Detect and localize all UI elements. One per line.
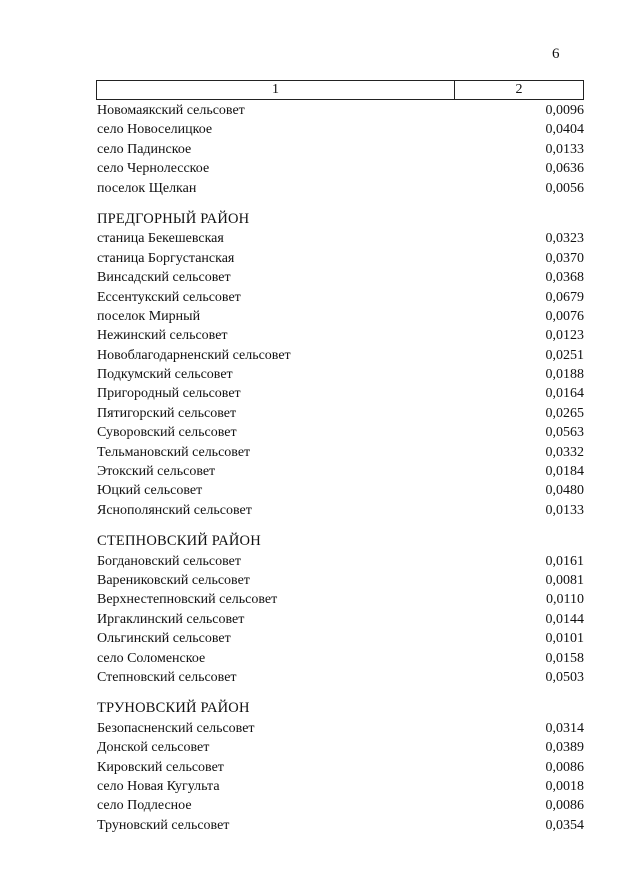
- section-title: ПРЕДГОРНЫЙ РАЙОН: [97, 210, 250, 227]
- row-value: 0,0503: [545, 669, 584, 685]
- row-name: Подкумский сельсовет: [97, 367, 233, 383]
- row-value: 0,0081: [545, 572, 584, 588]
- intro-rows: [97, 101, 584, 198]
- row-name: Новоблагодарненский сельсовет: [97, 347, 291, 363]
- row-name: Труновский сельсовет: [97, 817, 230, 833]
- row-name: Варениковский сельсовет: [97, 572, 250, 588]
- row-value: 0,0086: [545, 759, 584, 775]
- row-name: Ольгинский сельсовет: [97, 631, 231, 647]
- table-row: [97, 268, 584, 287]
- section-stepnovsky: [97, 532, 584, 687]
- table-row: [97, 307, 584, 326]
- row-name: Новомаякский сельсовет: [97, 103, 245, 118]
- column-header-1: 1: [97, 81, 455, 99]
- row-name: Яснополянский сельсовет: [97, 502, 252, 518]
- table-row: [97, 365, 584, 384]
- row-value: 0,0158: [545, 650, 584, 666]
- row-value: 0,0636: [545, 161, 584, 177]
- table-row: [97, 140, 584, 159]
- table-row: [97, 229, 584, 248]
- row-value: 0,0123: [545, 328, 584, 344]
- row-value: 0,0101: [545, 631, 584, 647]
- row-name: Кировский сельсовет: [97, 759, 224, 775]
- table-row: [97, 120, 584, 139]
- row-value: 0,0161: [545, 553, 584, 569]
- row-name: станица Боргустанская: [97, 250, 235, 266]
- row-value: 0,0314: [545, 720, 584, 736]
- table-row: [97, 288, 584, 307]
- table-row: [97, 552, 584, 571]
- table-row: [97, 443, 584, 462]
- row-name: село Подлесное: [97, 798, 192, 814]
- table-row: [97, 481, 584, 500]
- row-value: 0,0133: [545, 141, 584, 157]
- table-row: [97, 738, 584, 757]
- section-title: СТЕПНОВСКИЙ РАЙОН: [97, 533, 261, 550]
- row-value: 0,0133: [545, 502, 584, 518]
- row-value: 0,0184: [545, 464, 584, 480]
- row-value: 0,0323: [545, 231, 584, 247]
- row-value: 0,0018: [545, 778, 584, 794]
- table-row: [97, 590, 584, 609]
- row-name: Верхнестепновский сельсовет: [97, 592, 278, 608]
- table-row: [97, 668, 584, 687]
- row-name: Ессентукский сельсовет: [97, 289, 241, 305]
- row-name: село Новая Кугульта: [97, 778, 220, 794]
- section-predgorny: [97, 210, 584, 520]
- table-row: [97, 346, 584, 365]
- row-name: село Новоселицкое: [97, 122, 213, 138]
- row-name: Нежинский сельсовет: [97, 328, 228, 344]
- row-value: 0,0404: [545, 122, 584, 138]
- row-value: 0,0251: [545, 347, 584, 363]
- table-row: [97, 629, 584, 648]
- row-name: Тельмановский сельсовет: [97, 444, 251, 460]
- section-trunovsky: [97, 699, 584, 835]
- row-value: 0,0086: [545, 798, 584, 814]
- row-value: 0,0354: [545, 817, 584, 833]
- row-value: 0,0096: [545, 103, 584, 118]
- section-title: ТРУНОВСКИЙ РАЙОН: [97, 700, 250, 717]
- table-row: [97, 571, 584, 590]
- row-value: 0,0188: [545, 367, 584, 383]
- row-value: 0,0076: [545, 308, 584, 324]
- row-name: село Падинское: [97, 141, 192, 157]
- table-row: [97, 610, 584, 629]
- row-value: 0,0563: [545, 425, 584, 441]
- table-row: [97, 101, 584, 120]
- row-name: Винсадский сельсовет: [97, 270, 231, 286]
- row-value: 0,0164: [545, 386, 584, 402]
- row-name: село Чернолесское: [97, 161, 210, 177]
- table-row: [97, 423, 584, 442]
- row-name: станица Бекешевская: [97, 231, 224, 247]
- table-row: [97, 649, 584, 668]
- row-name: Степновский сельсовет: [97, 669, 237, 685]
- table-row: [97, 462, 584, 481]
- table-row: [97, 159, 584, 178]
- table-row: [97, 796, 584, 815]
- table-row: [97, 719, 584, 738]
- row-value: 0,0056: [545, 180, 584, 196]
- table-row: [97, 404, 584, 423]
- row-name: Пятигорский сельсовет: [97, 405, 237, 421]
- row-name: Пригородный сельсовет: [97, 386, 241, 402]
- row-name: Богдановский сельсовет: [97, 553, 241, 569]
- column-header-2: 2: [515, 82, 523, 97]
- table-row: [97, 777, 584, 796]
- row-name: Безопасненский сельсовет: [97, 720, 255, 736]
- page-number: 6: [552, 46, 560, 62]
- row-name: поселок Мирный: [97, 308, 201, 324]
- table-row: [97, 179, 584, 198]
- row-value: 0,0370: [545, 250, 584, 266]
- row-name: поселок Щелкан: [97, 180, 197, 196]
- table-row: [97, 249, 584, 268]
- table-body: [97, 101, 584, 835]
- row-value: 0,0110: [546, 592, 584, 608]
- row-name: Донской сельсовет: [97, 740, 210, 756]
- row-value: 0,0368: [545, 270, 584, 286]
- table-row: [97, 758, 584, 777]
- row-name: Суворовский сельсовет: [97, 425, 237, 441]
- table-row: [97, 326, 584, 345]
- row-value: 0,0480: [545, 483, 584, 499]
- row-value: 0,0389: [545, 740, 584, 756]
- table-header: [96, 80, 584, 100]
- row-name: Иргаклинский сельсовет: [97, 611, 245, 627]
- row-name: Юцкий сельсовет: [97, 483, 203, 499]
- row-value: 0,0332: [545, 444, 584, 460]
- row-name: Этокский сельсовет: [97, 464, 216, 480]
- row-name: село Соломенское: [97, 650, 206, 666]
- row-value: 0,0679: [545, 289, 584, 305]
- table-row: [97, 501, 584, 520]
- table-row: [97, 384, 584, 403]
- row-value: 0,0265: [545, 405, 584, 421]
- table-row: [97, 816, 584, 835]
- row-value: 0,0144: [545, 611, 584, 627]
